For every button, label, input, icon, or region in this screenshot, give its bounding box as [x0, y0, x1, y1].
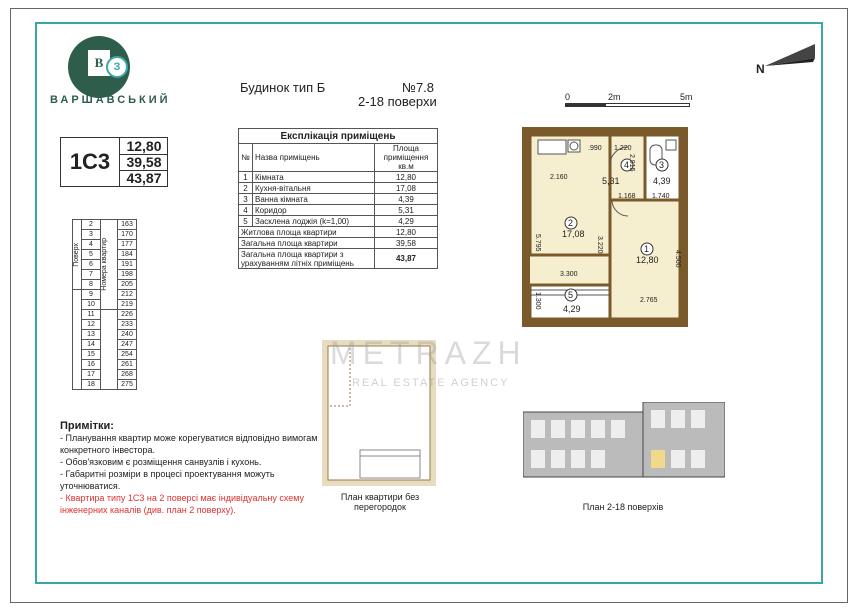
apt-col-label-text: Номера квартир: [101, 238, 108, 291]
table-row: [239, 194, 438, 205]
row-name: Кухня-вітальня: [253, 183, 375, 194]
floor-number: 6: [82, 260, 101, 270]
apartment-code-box: [60, 137, 168, 187]
scale-label-0: 0: [565, 92, 571, 102]
apartment-number: 177: [118, 240, 137, 250]
floor-number: 17: [82, 370, 101, 380]
row-no: 3: [239, 194, 253, 205]
compass-arrow-icon: [755, 40, 820, 75]
apartment-number: 212: [118, 290, 137, 300]
apt-col-spacer: [101, 310, 118, 390]
total-row: [239, 227, 438, 238]
dim-2765: 2.765: [640, 297, 658, 304]
living-area: 12,80: [120, 138, 168, 155]
total-row: [239, 249, 438, 269]
notes-title: Примітки:: [60, 420, 114, 432]
floor-number: 14: [82, 340, 101, 350]
row-area: 17,08: [375, 183, 438, 194]
apartment-number: 191: [118, 260, 137, 270]
row-no: 2: [239, 183, 253, 194]
total-area-value: 12,80: [375, 227, 438, 238]
room-5-num: 5: [568, 290, 574, 300]
caption-floor-plan: План 2-18 поверхів: [582, 502, 664, 512]
table-row: [239, 172, 438, 183]
total-name: Загальна площа квартири: [239, 238, 375, 249]
room-4-area: 5,31: [602, 176, 620, 186]
floor-number: 13: [82, 330, 101, 340]
apt-col-label: [101, 220, 118, 310]
floors-table: [72, 219, 137, 390]
room-2-area: 17,08: [562, 229, 585, 239]
row-area: 4,29: [375, 216, 438, 227]
dim-1300: 1.300: [534, 292, 541, 310]
apartment-number: 170: [118, 230, 137, 240]
scale-label-2m: 2m: [608, 92, 621, 102]
floor-number: 16: [82, 360, 101, 370]
dim-3220: 3.220: [596, 236, 603, 254]
floor-number: 5: [82, 250, 101, 260]
dim-4500: 4.500: [674, 250, 681, 268]
apartment-number: 233: [118, 320, 137, 330]
total-name: Загальна площа квартири з урахуванням літніх приміщень: [239, 249, 375, 269]
floor-col-label-text: Поверх: [73, 242, 80, 267]
apartment-number: 268: [118, 370, 137, 380]
note-item: - Планування квартир може корегуватися відповідно вимогам конкретного інвестора.: [60, 433, 318, 455]
dim-2160: 2.160: [550, 174, 568, 181]
logo-letter-b: В: [86, 48, 112, 78]
total-area-value: 39,58: [375, 238, 438, 249]
apartment-code: 1С3: [61, 138, 120, 186]
col-header-name: Назва приміщень: [253, 144, 375, 172]
table-row: [239, 205, 438, 216]
total-row: [239, 238, 438, 249]
room-1-area: 12,80: [636, 255, 659, 265]
row-name: Коридор: [253, 205, 375, 216]
floor-row: [73, 220, 137, 230]
floor-number: 12: [82, 320, 101, 330]
total-name: Житлова площа квартири: [239, 227, 375, 238]
brand-name: ВАРШАВСЬКИЙ: [50, 94, 171, 106]
caption-no-walls: План квартири без перегородок: [340, 492, 420, 512]
floor-number: 7: [82, 270, 101, 280]
table-row: [239, 216, 438, 227]
row-no: 4: [239, 205, 253, 216]
notes-section: [60, 420, 320, 516]
floor-row: [73, 310, 137, 320]
floor-number: 2: [82, 220, 101, 230]
watermark-main: METRAZH: [330, 335, 527, 371]
room-3-area: 4,39: [653, 176, 671, 186]
explication-table: [238, 128, 438, 269]
apartment-number: 163: [118, 220, 137, 230]
floor-number: 9: [82, 290, 101, 300]
row-no: 5: [239, 216, 253, 227]
room-5-area: 4,29: [563, 304, 581, 314]
row-no: 1: [239, 172, 253, 183]
total-area-summer: 43,87: [126, 170, 162, 186]
apartment-number: 226: [118, 310, 137, 320]
dim-1220: 1.220: [614, 145, 632, 152]
room-2-num: 2: [568, 218, 574, 228]
apartment-number: 219: [118, 300, 137, 310]
floor-number: 3: [82, 230, 101, 240]
floor-number: 8: [82, 280, 101, 290]
building-type: Будинок тип Б: [240, 80, 326, 95]
apartment-number: 275: [118, 380, 137, 390]
total-area: 39,58: [120, 154, 168, 171]
floor-number: 18: [82, 380, 101, 390]
watermark-sub: REAL ESTATE AGENCY: [352, 377, 510, 389]
room-3-num: 3: [659, 160, 665, 170]
floor-col-spacer: [73, 290, 82, 390]
col-header-no: №: [239, 144, 253, 172]
dim-1168: 1.168: [618, 193, 636, 200]
floor-number: 11: [82, 310, 101, 320]
table-row: [239, 183, 438, 194]
apartment-number: 247: [118, 340, 137, 350]
apartment-number: 205: [118, 280, 137, 290]
row-name: Засклена лоджія (k=1,00): [253, 216, 375, 227]
room-4-num: 4: [624, 160, 630, 170]
row-area: 5,31: [375, 205, 438, 216]
apartment-floor-plan: [520, 125, 690, 330]
dim-1740: 1.740: [652, 193, 670, 200]
apartment-number: 184: [118, 250, 137, 260]
note-item: - Обов'язковим є розміщення санвузлів і кухонь.: [60, 457, 262, 467]
row-area: 12,80: [375, 172, 438, 183]
floor-number: 10: [82, 300, 101, 310]
apartment-number: 261: [118, 360, 137, 370]
floor-number: 15: [82, 350, 101, 360]
dim-3300: 3.300: [560, 271, 578, 278]
floor-range: 2-18 поверхи: [358, 94, 437, 109]
scale-bar: [565, 103, 690, 107]
row-area: 4,39: [375, 194, 438, 205]
apartment-number: 240: [118, 330, 137, 340]
note-item: - Габаритні розміри в процесі проектування можуть уточнюватися.: [60, 469, 275, 491]
row-name: Ванна кімната: [253, 194, 375, 205]
apartment-number: 254: [118, 350, 137, 360]
logo-letter-z: З: [106, 56, 128, 78]
north-label: N: [756, 62, 765, 76]
note-red: - Квартира типу 1С3 на 2 поверсі має індивідуальну схему інженерних каналів (див. план 2 поверху).: [60, 493, 305, 515]
row-name: Кімната: [253, 172, 375, 183]
room-1-num: 1: [644, 244, 650, 254]
total-area-value: 43,87: [375, 249, 438, 269]
floor-overview-plan: [523, 402, 725, 492]
apartment-number: 198: [118, 270, 137, 280]
dim-5795: 5.795: [534, 234, 541, 252]
col-header-area: Площа приміщення кв.м: [375, 144, 438, 172]
building-number: №7.8: [402, 80, 435, 95]
floor-number: 4: [82, 240, 101, 250]
dim-990: .990: [588, 145, 602, 152]
explication-title: Експлікація приміщень: [239, 129, 438, 144]
floor-col-label: [73, 220, 82, 290]
scale-label-5m: 5m: [680, 92, 693, 102]
dim-2915: 2.915: [628, 154, 635, 172]
